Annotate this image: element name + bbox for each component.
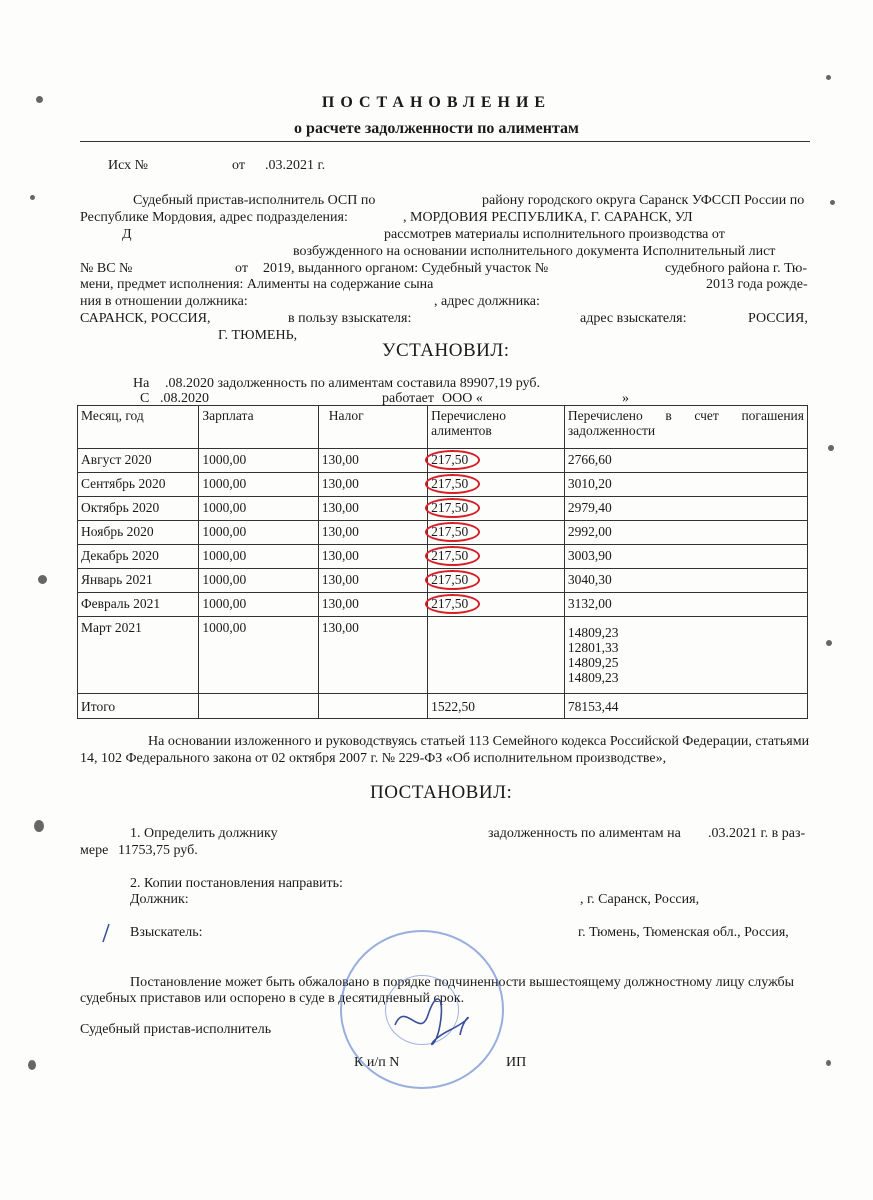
appeal-line-2: судебных приставов или оспорено в суде в десятидневный срок. bbox=[80, 991, 465, 1006]
scan-speck bbox=[830, 200, 835, 205]
col-salary-header: Зарплата bbox=[199, 406, 318, 449]
scan-speck bbox=[828, 445, 834, 451]
intro-line-9: Г. ТЮМЕНЬ, bbox=[218, 328, 298, 343]
resolved-p1b: задолженность по алиментам на bbox=[488, 826, 681, 841]
signature-position: Судебный пристав-исполнитель bbox=[80, 1022, 272, 1037]
table-cell-alimony bbox=[428, 617, 565, 694]
table-cell-tax: 130,00 bbox=[318, 569, 427, 593]
intro-line-6b: 2013 года рожде- bbox=[706, 277, 808, 292]
signature-kip: К и/п N bbox=[354, 1055, 400, 1070]
table-cell-alimony bbox=[428, 497, 565, 521]
table-cell-debt: 3010,20 bbox=[564, 473, 807, 497]
ref-date: .03.2021 г. bbox=[265, 158, 326, 173]
established-line-2a: С bbox=[140, 391, 150, 406]
alimony-highlight-circle: 217,50 bbox=[425, 522, 480, 542]
handwritten-signature bbox=[390, 990, 470, 1050]
table-cell-alimony bbox=[428, 569, 565, 593]
table-cell-salary: 1000,00 bbox=[199, 497, 318, 521]
established-heading: УСТАНОВИЛ: bbox=[382, 340, 510, 361]
intro-line-5c: 2019, выданного органом: Судебный участок № bbox=[263, 261, 549, 276]
col-alimony-header: Перечислено алиментов bbox=[428, 406, 565, 449]
table-row bbox=[78, 497, 808, 521]
col-tax-header: Налог bbox=[318, 406, 427, 449]
table-cell-alimony bbox=[428, 521, 565, 545]
signature-ip: ИП bbox=[506, 1055, 527, 1070]
scan-speck bbox=[826, 75, 831, 80]
table-cell-alimony bbox=[428, 545, 565, 569]
table-row bbox=[78, 593, 808, 617]
debt-value: 14809,23 bbox=[567, 670, 619, 685]
resolved-p2: 2. Копии постановления направить: bbox=[130, 876, 343, 891]
intro-line-5a: № ВС № bbox=[80, 261, 133, 276]
alimony-highlight-circle: 217,50 bbox=[425, 594, 480, 614]
ref-prefix: Исх № bbox=[108, 158, 148, 173]
debtor-label: Должник: bbox=[130, 892, 189, 907]
scan-speck bbox=[28, 1060, 36, 1070]
table-cell-alimony bbox=[428, 449, 565, 473]
table-cell-tax: 130,00 bbox=[318, 593, 427, 617]
table-row bbox=[78, 473, 808, 497]
claimant-address: г. Тюмень, Тюменская обл., Россия, bbox=[578, 925, 789, 940]
total-debt: 78153,44 bbox=[564, 694, 807, 719]
table-row bbox=[78, 569, 808, 593]
table-cell-month: Февраль 2021 bbox=[78, 593, 199, 617]
scan-speck bbox=[34, 820, 44, 832]
intro-line-3b: рассмотрев материалы исполнительного производства от bbox=[384, 227, 725, 242]
table-cell-debt: 3040,30 bbox=[564, 569, 807, 593]
total-tax bbox=[318, 694, 427, 719]
table-cell-month: Август 2020 bbox=[78, 449, 199, 473]
resolved-heading: ПОСТАНОВИЛ: bbox=[370, 782, 513, 803]
table-row-march bbox=[78, 617, 808, 694]
scan-speck bbox=[826, 640, 832, 646]
table-cell-salary: 1000,00 bbox=[199, 521, 318, 545]
table-cell-salary: 1000,00 bbox=[199, 449, 318, 473]
resolved-p1e: 11753,75 руб. bbox=[118, 843, 198, 858]
table-cell-salary: 1000,00 bbox=[199, 473, 318, 497]
ref-from: от bbox=[232, 158, 245, 173]
total-salary bbox=[199, 694, 318, 719]
table-cell-debt: 2992,00 bbox=[564, 521, 807, 545]
established-line-2b: .08.2020 bbox=[160, 391, 209, 406]
alimony-highlight-circle: 217,50 bbox=[425, 450, 480, 470]
table-cell-salary: 1000,00 bbox=[199, 617, 318, 694]
table-cell-month: Декабрь 2020 bbox=[78, 545, 199, 569]
table-cell-debt: 2979,40 bbox=[564, 497, 807, 521]
alimony-highlight-circle: 217,50 bbox=[425, 498, 480, 518]
table-cell-tax: 130,00 bbox=[318, 545, 427, 569]
intro-line-3a: Д bbox=[122, 227, 132, 242]
alimony-highlight-circle: 217,50 bbox=[425, 570, 480, 590]
table-row-total bbox=[78, 694, 808, 719]
pen-mark-icon bbox=[100, 922, 112, 944]
intro-line-1a: Судебный пристав-исполнитель ОСП по bbox=[133, 193, 376, 208]
established-line-1a: На bbox=[133, 376, 150, 391]
document-subtitle: о расчете задолженности по алиментам bbox=[294, 120, 579, 137]
table-cell-tax: 130,00 bbox=[318, 473, 427, 497]
alimony-highlight-circle: 217,50 bbox=[425, 546, 480, 566]
table-cell-alimony bbox=[428, 473, 565, 497]
table-cell-salary: 1000,00 bbox=[199, 569, 318, 593]
table-cell-tax: 130,00 bbox=[318, 617, 427, 694]
scan-speck bbox=[826, 1060, 831, 1066]
document-title: ПОСТАНОВЛЕНИЕ bbox=[321, 94, 552, 111]
total-label: Итого bbox=[78, 694, 199, 719]
table-cell-debt: 3003,90 bbox=[564, 545, 807, 569]
intro-line-8a: САРАНСК, РОССИЯ, bbox=[80, 311, 211, 326]
intro-line-2a: Республике Мордовия, адрес подразделения: bbox=[80, 210, 348, 225]
resolved-p1d: мере bbox=[80, 843, 109, 858]
table-cell-month: Октябрь 2020 bbox=[78, 497, 199, 521]
alimony-highlight-circle: 217,50 bbox=[425, 474, 480, 494]
intro-line-8b: в пользу взыскателя: bbox=[288, 311, 412, 326]
col-debt-header: Перечислено в счет погашения задолженности bbox=[564, 406, 807, 449]
debt-value: 14809,23 bbox=[567, 625, 619, 640]
resolved-p1c: .03.2021 г. в раз- bbox=[708, 826, 806, 841]
table-cell-month: Март 2021 bbox=[78, 617, 199, 694]
debt-value: 12801,33 bbox=[567, 640, 619, 655]
table-cell-month: Сентябрь 2020 bbox=[78, 473, 199, 497]
basis-line-1: На основании изложенного и руководствуясь статьей 113 Семейного кодекса Российской Федерации, статьями bbox=[148, 734, 810, 749]
table-cell-tax: 130,00 bbox=[318, 449, 427, 473]
table-cell-month: Ноябрь 2020 bbox=[78, 521, 199, 545]
scan-speck bbox=[38, 575, 47, 584]
scan-speck bbox=[36, 96, 43, 103]
intro-line-6a: мени, предмет исполнения: Алименты на содержание сына bbox=[80, 277, 434, 292]
table-cell-tax: 130,00 bbox=[318, 521, 427, 545]
table-header-row bbox=[78, 406, 808, 449]
col-month-header: Месяц, год bbox=[78, 406, 199, 449]
debt-table bbox=[77, 405, 808, 719]
table-row bbox=[78, 521, 808, 545]
title-divider bbox=[80, 141, 810, 142]
intro-line-2b: , МОРДОВИЯ РЕСПУБЛИКА, Г. САРАНСК, УЛ bbox=[403, 210, 693, 225]
claimant-label: Взыскатель: bbox=[130, 925, 203, 940]
debt-value: 14809,25 bbox=[567, 655, 619, 670]
table-cell-debt: 2766,60 bbox=[564, 449, 807, 473]
established-line-2c: работает bbox=[382, 391, 434, 406]
intro-line-7a: ния в отношении должника: bbox=[80, 294, 248, 309]
table-cell-month: Январь 2021 bbox=[78, 569, 199, 593]
established-line-1b: .08.2020 задолженность по алиментам составила 89907,19 руб. bbox=[165, 376, 540, 391]
table-cell-debt: 3132,00 bbox=[564, 593, 807, 617]
table-row bbox=[78, 545, 808, 569]
intro-line-4: возбужденного на основании исполнительного документа Исполнительный лист bbox=[293, 244, 776, 259]
table-row bbox=[78, 449, 808, 473]
resolved-p1a: 1. Определить должнику bbox=[130, 826, 278, 841]
debtor-address: , г. Саранск, Россия, bbox=[580, 892, 700, 907]
scan-speck bbox=[30, 195, 35, 200]
intro-line-7b: , адрес должника: bbox=[434, 294, 540, 309]
intro-line-5d: судебного района г. Тю- bbox=[665, 261, 808, 276]
established-line-2d: ООО « bbox=[442, 391, 483, 406]
table-cell-debt-list bbox=[564, 617, 807, 694]
intro-line-8d: РОССИЯ, bbox=[748, 311, 808, 326]
intro-line-1b: району городского округа Саранск УФССП России по bbox=[482, 193, 805, 208]
total-alimony: 1522,50 bbox=[428, 694, 565, 719]
intro-line-5b: от bbox=[235, 261, 248, 276]
intro-line-8c: адрес взыскателя: bbox=[580, 311, 687, 326]
established-line-2e: » bbox=[622, 391, 629, 406]
basis-line-2: 14, 102 Федерального закона от 02 октября 2007 г. № 229-ФЗ «Об исполнительном производстве», bbox=[80, 751, 667, 766]
appeal-line-1: Постановление может быть обжаловано в порядке подчиненности вышестоящему должностному лицу службы bbox=[130, 975, 795, 990]
table-cell-salary: 1000,00 bbox=[199, 545, 318, 569]
table-cell-alimony bbox=[428, 593, 565, 617]
table-cell-tax: 130,00 bbox=[318, 497, 427, 521]
table-cell-salary: 1000,00 bbox=[199, 593, 318, 617]
